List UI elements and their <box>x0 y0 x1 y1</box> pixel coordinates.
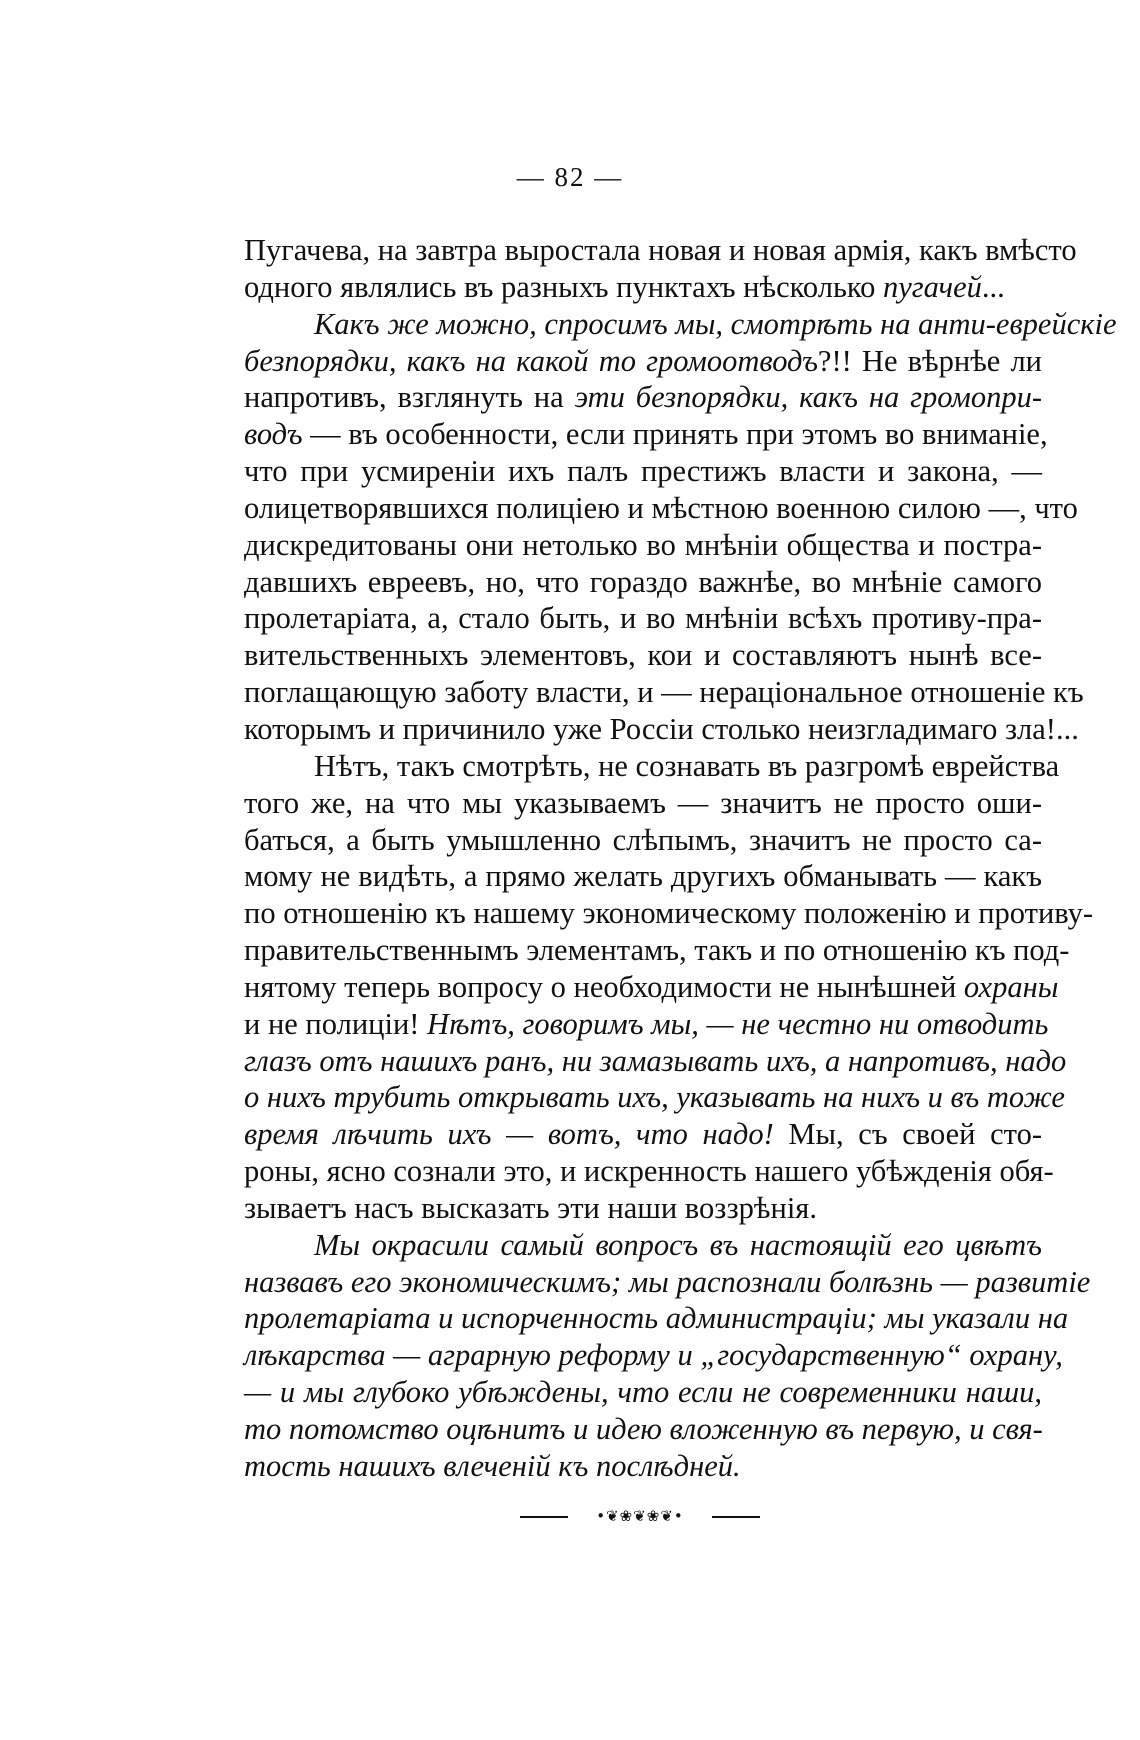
text-line <box>244 1448 1042 1485</box>
text-line <box>244 1227 1042 1264</box>
text-line <box>244 1264 1091 1301</box>
text-line <box>244 379 1042 416</box>
text-line <box>244 1190 1042 1227</box>
italic-span: Какъ же можно, спросимъ мы, смотрѣть на анти-еврейскіе <box>314 306 1117 341</box>
text-span: олицетворявшихся полиціею и мѣстною военною силою —, что <box>244 490 1078 525</box>
italic-span: время лѣчить ихъ — вотъ, что надо! <box>244 1117 774 1152</box>
italic-span: пугачей <box>883 269 982 304</box>
text-line <box>244 785 1042 822</box>
text-line <box>244 822 1042 859</box>
text-line <box>244 1374 1042 1411</box>
text-line <box>244 564 1042 601</box>
text-span: мому не видѣть, а прямо желать другихъ обманывать — какъ <box>244 859 1042 894</box>
text-span: ?!! Не вѣрнѣе ли <box>817 343 1042 378</box>
text-span: зываетъ насъ высказать эти наши воззрѣнія. <box>244 1190 817 1225</box>
text-span: — въ особенности, если принять при этомъ во вниманіе, <box>302 417 1048 452</box>
text-span: по отношенію къ нашему экономическому положенію и противу- <box>244 896 1094 931</box>
text-span: правительственнымъ элементамъ, такъ и по отношенію къ под- <box>244 933 1070 968</box>
text-span: того же, на что мы указываемъ — значитъ не просто оши- <box>244 785 1042 820</box>
italic-span: Мы окрасили самый вопросъ въ настоящій его цвѣтъ <box>314 1227 1042 1262</box>
text-line <box>244 490 1078 527</box>
text-line <box>244 1300 1069 1337</box>
italic-span: охраны <box>963 969 1059 1004</box>
ornament-rule-right <box>712 1516 760 1518</box>
text-line <box>244 711 1079 748</box>
italic-span: Нѣтъ, говоримъ мы, — не честно ни отводить <box>427 1006 1049 1041</box>
text-span: и не полиціи! <box>244 1006 428 1041</box>
italic-span: водъ <box>244 417 303 452</box>
text-line <box>244 932 1070 969</box>
text-line <box>244 1411 1042 1448</box>
text-span: роны, ясно сознали это, и искренность нашего убѣжденія обя- <box>244 1154 1054 1189</box>
text-line <box>244 1079 1065 1116</box>
italic-span: — и мы глубоко убѣждены, что если не современники наши, <box>244 1375 1042 1410</box>
body-text <box>244 232 1117 1485</box>
text-line <box>244 858 1042 895</box>
text-span: Мы, съ своей сто- <box>773 1117 1042 1152</box>
text-line <box>244 1043 1067 1080</box>
text-span: Пугачева, на завтра выростала новая и новая армія, какъ вмѣсто <box>244 233 1077 267</box>
text-span: давшихъ евреевъ, но, что гораздо важнѣе, во мнѣніе самого <box>244 564 1042 599</box>
text-line <box>244 1006 1049 1043</box>
text-line <box>244 1116 1042 1153</box>
italic-span: безпорядки, какъ на какой то громоотводъ <box>244 343 818 378</box>
ornament-glyphs: •❦❀❦❀❦• <box>596 1507 684 1525</box>
text-span: одного являлись въ разныхъ пунктахъ нѣсколько <box>244 269 883 304</box>
text-line <box>244 527 1042 564</box>
text-line <box>244 674 1084 711</box>
text-span: дискредитованы они нетолько во мнѣніи общества и постра- <box>244 527 1042 562</box>
page-number: — 82 — <box>516 162 624 192</box>
text-line <box>244 1153 1054 1190</box>
text-span: что при усмиреніи ихъ палъ престижъ власти и закона, — <box>244 454 1042 489</box>
text-span: напротивъ, взглянуть на <box>244 380 575 415</box>
italic-span: тость нашихъ влеченій къ послѣдней. <box>244 1448 741 1483</box>
italic-span: пролетаріата и испорченность администраціи; мы указали на <box>244 1301 1069 1336</box>
text-span: поглащающую заботу власти, и — нераціональное отношеніе къ <box>244 675 1084 710</box>
text-line <box>244 232 1077 269</box>
text-line <box>244 416 1048 453</box>
italic-span: глазъ отъ нашихъ ранъ, ни замазывать ихъ, а напротивъ, надо <box>244 1043 1067 1078</box>
text-line <box>244 600 1042 637</box>
text-span: ... <box>981 269 1005 304</box>
end-ornament <box>520 1506 760 1526</box>
text-line <box>244 269 1042 306</box>
text-line <box>244 637 1042 674</box>
text-span: баться, а быть умышленно слѣпымъ, значитъ не просто са- <box>244 822 1042 857</box>
italic-span: о нихъ трубить открывать ихъ, указывать на нихъ и въ тоже <box>244 1080 1065 1115</box>
text-span: Нѣтъ, такъ смотрѣть, не сознавать въ разгромѣ еврейства <box>314 748 1060 783</box>
italic-span: то потомство оцѣнитъ и идею вложенную въ первую, и свя- <box>244 1412 1043 1446</box>
text-span: пролетаріата, а, стало быть, и во мнѣніи всѣхъ противу-пра- <box>244 601 1042 636</box>
text-span: нятому теперь вопросу о необходимости не нынѣшней <box>244 969 964 1004</box>
text-span: которымъ и причинило уже Россіи столько неизгладимаго зла!... <box>244 711 1079 746</box>
text-line <box>244 453 1042 490</box>
text-line <box>244 1337 1063 1374</box>
text-line <box>244 748 1060 785</box>
italic-span: эти безпорядки, какъ на громопри- <box>574 380 1042 415</box>
text-span: вительственныхъ элементовъ, кои и составляютъ нынѣ все- <box>244 638 1042 673</box>
text-line <box>244 343 1042 380</box>
text-line <box>244 306 1117 343</box>
italic-span: лѣкарства — аграрную реформу и „государственную“ охрану, <box>244 1338 1063 1373</box>
italic-span: назвавъ его экономическимъ; мы распознали болѣзнь — развитіе <box>244 1264 1091 1299</box>
text-line <box>244 895 1094 932</box>
text-line <box>244 969 1059 1006</box>
